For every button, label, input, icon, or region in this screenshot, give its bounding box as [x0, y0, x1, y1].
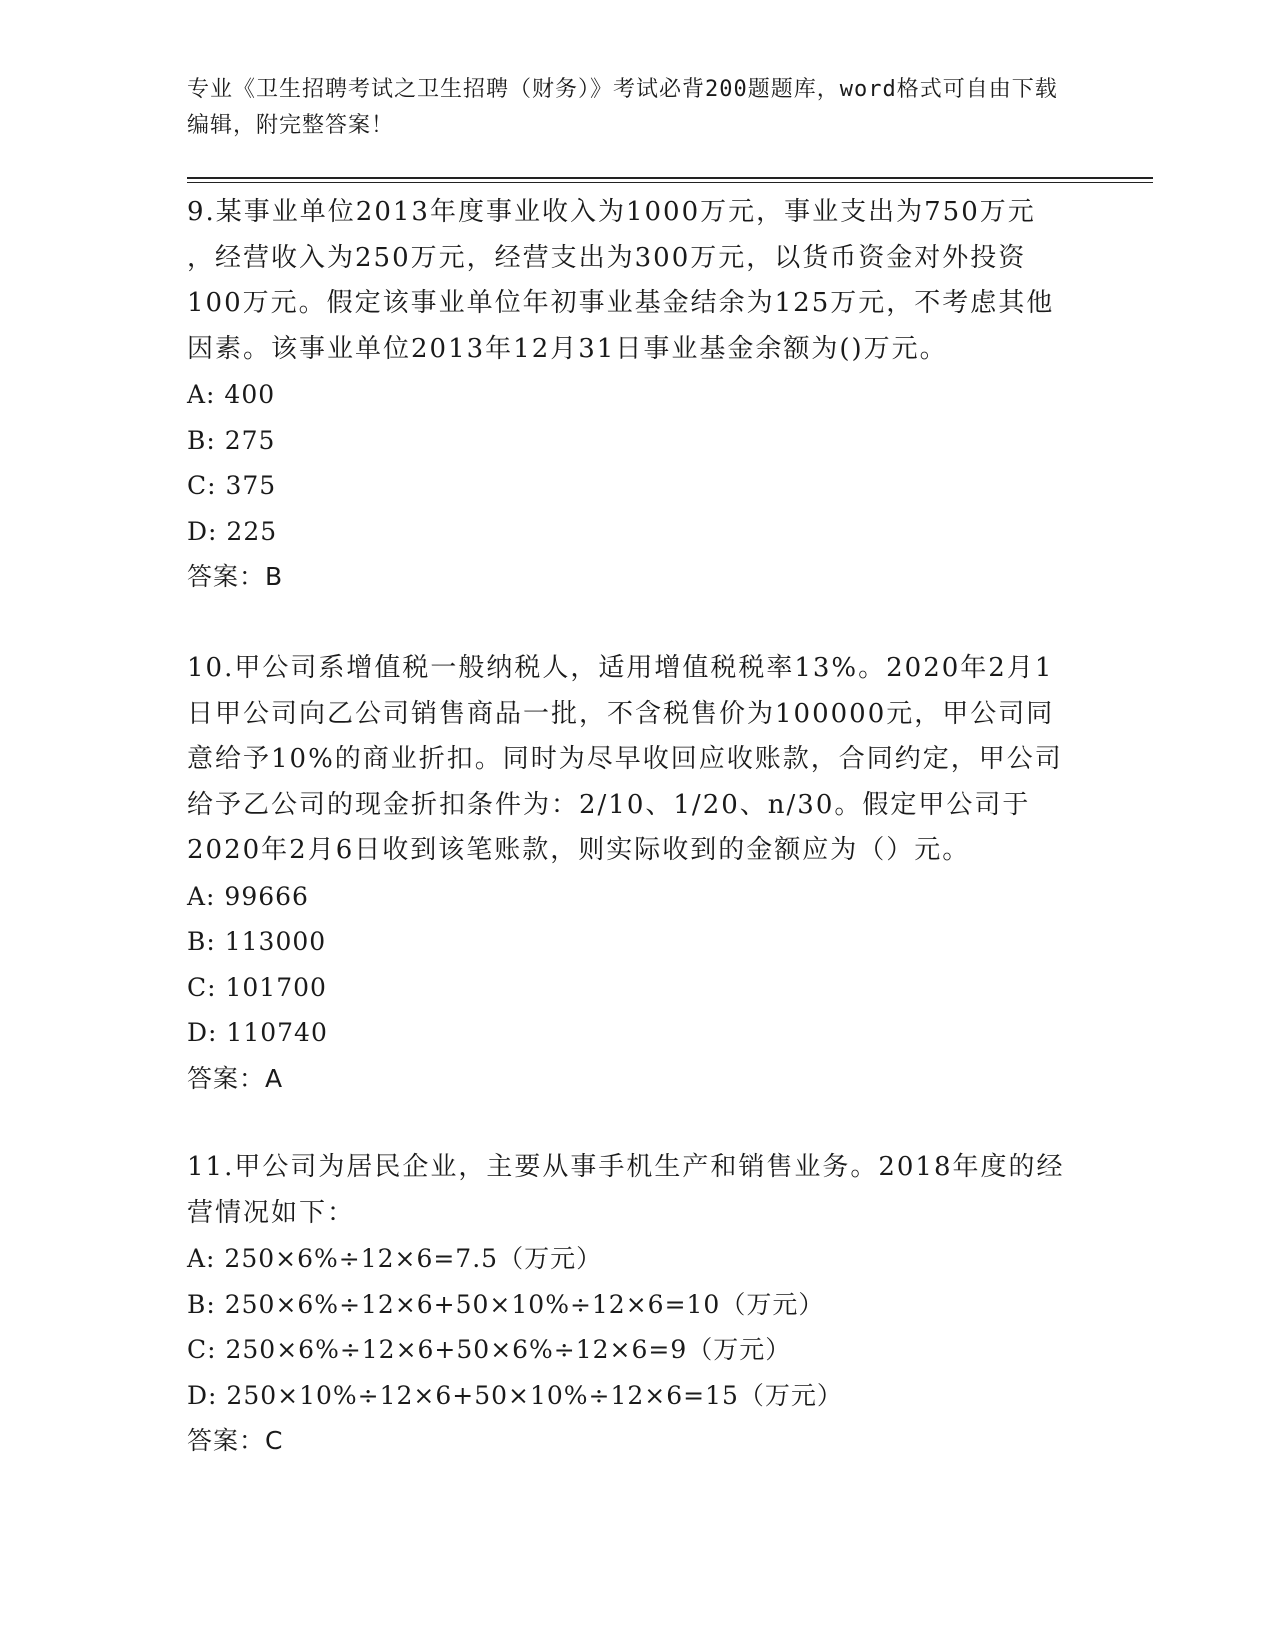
question-line: 因素。该事业单位2013年12月31日事业基金余额为()万元。: [187, 333, 948, 364]
answer: 答案：A: [187, 1063, 284, 1093]
question-line: 9.某事业单位2013年度事业收入为1000万元，事业支出为750万元: [187, 197, 1036, 227]
question-line: 营情况如下：: [187, 1197, 356, 1228]
question-line: 10.甲公司系增值税一般纳税人，适用增值税税率13%。2020年2月1: [187, 653, 1054, 683]
option-c: C: 375: [187, 471, 277, 500]
option-b: B: 275: [187, 425, 276, 455]
question-line: ，经营收入为250万元，经营支出为300万元，以货币资金对外投资: [187, 242, 1027, 273]
question-10: [187, 646, 1087, 1101]
option-d: D: 110740: [187, 1018, 328, 1047]
option-d: D: 250×10%÷12×6+50×10%÷12×6=15（万元）: [187, 1380, 843, 1410]
question-line: 100万元。假定该事业单位年初事业基金结余为125万元，不考虑其他: [187, 288, 1055, 318]
question-line: 日甲公司向乙公司销售商品一批，不含税售价为100000元，甲公司同: [187, 698, 1055, 729]
answer: 答案：B: [187, 562, 284, 591]
option-d: D: 225: [187, 516, 278, 546]
question-line: 意给予10%的商业折扣。同时为尽早收回应收账款，合同约定，甲公司: [187, 744, 1063, 774]
option-a: A: 400: [187, 380, 276, 409]
question-line: 给予乙公司的现金折扣条件为：2/10、1/20、n/30。假定甲公司于: [187, 789, 1031, 820]
answer: 答案：C: [187, 1426, 284, 1455]
option-b: B: 113000: [187, 927, 327, 956]
option-a: A: 250×6%÷12×6=7.5（万元）: [187, 1244, 603, 1273]
question-11: [187, 1145, 1087, 1464]
option-b: B: 250×6%÷12×6+50×10%÷12×6=10（万元）: [187, 1289, 825, 1319]
document-header: 专业《卫生招聘考试之卫生招聘（财务）》考试必背200题题库，word格式可自由下载编辑，附完整答案！: [187, 77, 1058, 138]
question-9: [187, 190, 1087, 600]
header-divider-thin: [187, 182, 1153, 183]
question-line: 11.甲公司为居民企业，主要从事手机生产和销售业务。2018年度的经: [187, 1152, 1065, 1182]
question-line: 2020年2月6日收到该笔账款，则实际收到的金额应为（）元。: [187, 835, 971, 865]
option-a: A: 99666: [187, 881, 309, 911]
option-c: C: 250×6%÷12×6+50×6%÷12×6=9（万元）: [187, 1335, 792, 1364]
option-c: C: 101700: [187, 972, 327, 1002]
header-divider-thick: [187, 177, 1153, 179]
